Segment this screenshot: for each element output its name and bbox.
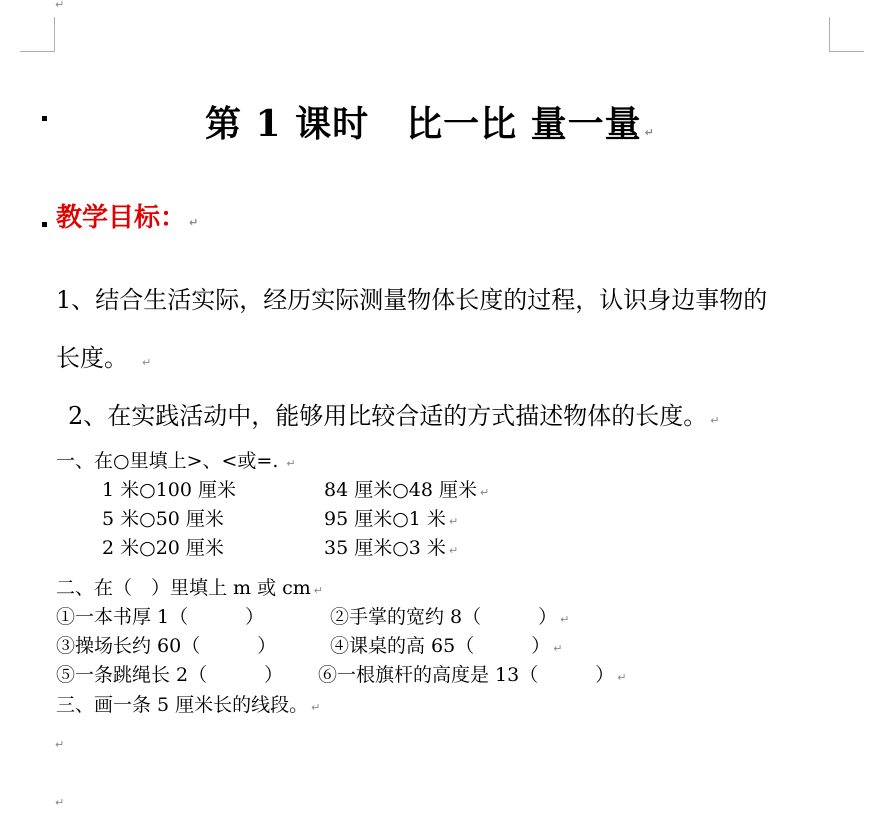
exercise-1-item: 5 米○50 厘米: [102, 508, 224, 530]
page-corner-top-left: [20, 17, 55, 52]
paragraph-mark: ↵: [480, 486, 490, 499]
exercise-1-item: [324, 504, 458, 531]
list-bullet: [42, 116, 47, 121]
paragraph-mark: ↵: [189, 216, 199, 229]
page-title-text: 第 1 课时 比一比 量一量: [205, 103, 642, 145]
paragraph-mark: ↵: [560, 613, 570, 626]
paragraph-mark: ↵: [448, 544, 459, 557]
exercise-3-title-text: 三、画一条 5 厘米长的线段。: [56, 694, 309, 716]
exercise-1-title: [56, 446, 296, 473]
objective-1-line-2: [56, 338, 151, 373]
exercise-2-title: [56, 573, 323, 600]
paragraph-mark: ↵: [448, 515, 459, 528]
paragraph-mark: ↵: [553, 642, 563, 655]
paragraph-mark: ↵: [311, 701, 321, 714]
paragraph-mark: ↵: [644, 126, 655, 139]
paragraph-mark: ↵: [55, 0, 65, 11]
exercise-1-item-text: 95 厘米○1 米: [324, 508, 446, 530]
paragraph-mark: ↵: [142, 356, 152, 369]
objective-2-text: 2、在实践活动中，能够用比较合适的方式描述物体的长度。: [68, 402, 708, 430]
exercise-2-item: [330, 602, 569, 629]
paragraph-mark: ↵: [55, 738, 65, 751]
exercise-2-item: [318, 660, 626, 687]
exercise-2-item: ⑤一条跳绳长 2（ ）: [56, 664, 284, 686]
exercise-2-item: [330, 631, 562, 658]
exercise-2-title-text: 二、在（ ）里填上 m 或 cm: [56, 577, 311, 599]
exercise-2-item: ③操场长约 60（ ）: [56, 635, 277, 657]
paragraph-mark: ↵: [617, 671, 627, 684]
exercise-2-item-text: ④课桌的高 65（ ）: [330, 635, 551, 657]
exercise-1-item-text: 35 厘米○3 米: [324, 537, 446, 559]
exercise-1-item: 1 米○100 厘米: [102, 479, 237, 501]
page-corner-top-right: [829, 17, 864, 52]
exercise-1-item: [324, 533, 458, 560]
objective-1-line-1: 1、结合生活实际，经历实际测量物体长度的过程，认识身边事物的: [56, 286, 768, 314]
exercise-1-item: 2 米○20 厘米: [102, 537, 224, 559]
paragraph-mark: ↵: [313, 584, 324, 597]
paragraph-mark: ↵: [55, 796, 65, 809]
exercise-3-title: [56, 690, 320, 717]
exercise-2-item: ①一本书厚 1（ ）: [56, 606, 265, 628]
exercise-2-item-text: ②手掌的宽约 8（ ）: [330, 606, 558, 628]
exercise-1-item: [324, 475, 489, 502]
objective-1-line-2-text: 长度。: [56, 344, 128, 372]
objective-2: [68, 396, 720, 431]
list-bullet: [42, 222, 47, 227]
page-title: [205, 96, 655, 147]
objectives-heading: [56, 197, 198, 234]
exercise-2-item-text: ⑥一根旗杆的高度是 13（ ）: [318, 664, 615, 686]
objectives-heading-text: 教学目标：: [56, 203, 187, 233]
exercise-1-item-text: 84 厘米○48 厘米: [324, 479, 478, 501]
paragraph-mark: ↵: [710, 414, 720, 427]
exercise-1-title-text: 一、在○里填上>、<或=.: [56, 450, 279, 472]
paragraph-mark: ↵: [286, 457, 296, 470]
